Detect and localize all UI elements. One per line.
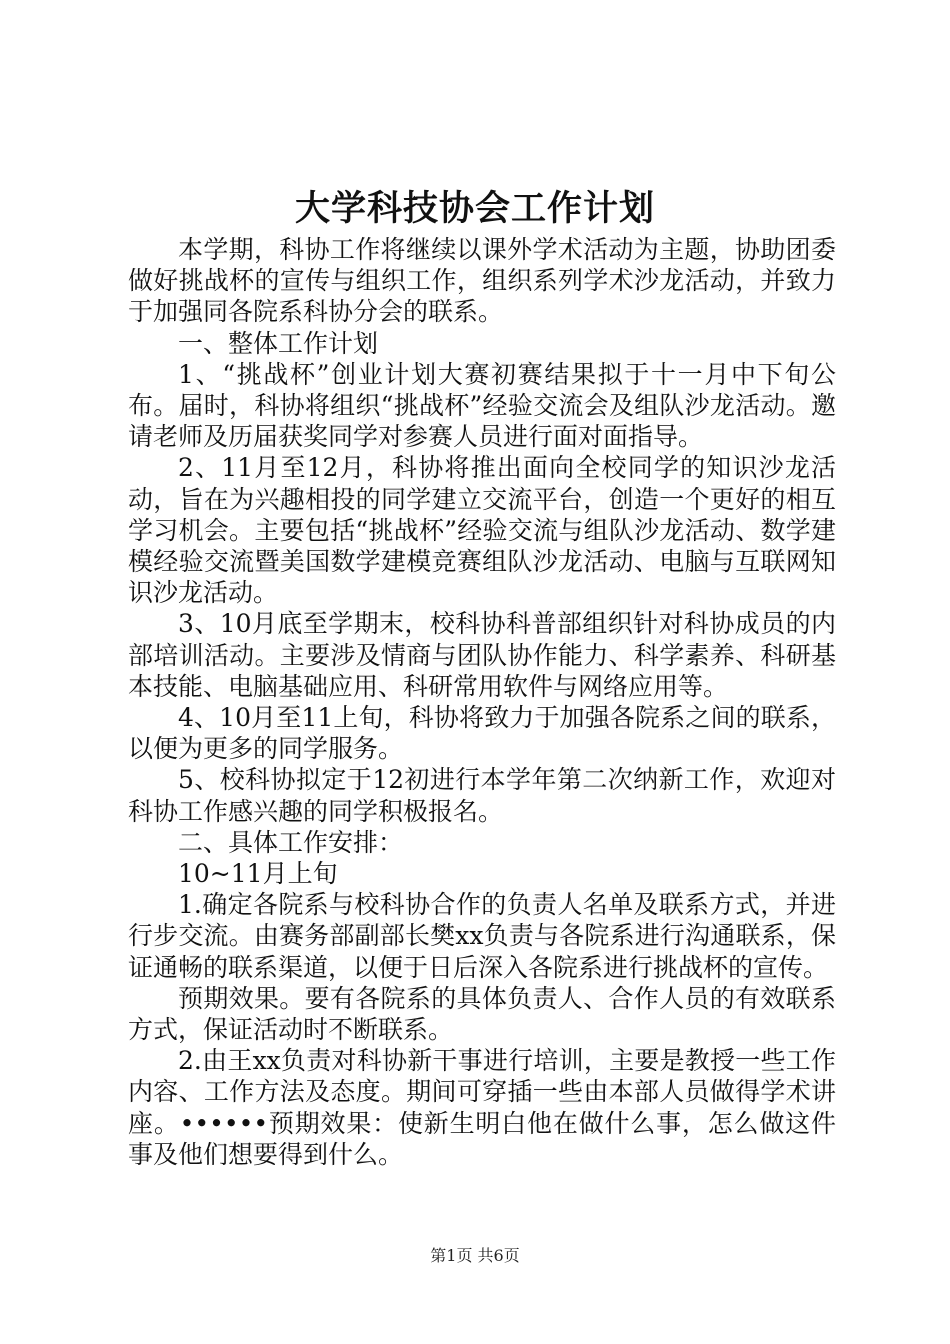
plan-item-4: 4、10月至11上旬，科协将致力于加强各院系之间的联系，以便为更多的同学服务。 [128, 703, 836, 764]
arrangement-item-1: 1.确定各院系与校科协合作的负责人名单及联系方式，并进行步交流。由赛务部副部长樊xx负责与各院系进行沟通联系，保证通畅的联系渠道，以便于日后深入各院系进行挑战杯的宣传。 [128, 890, 836, 982]
period-heading: 10~11月上旬 [178, 859, 338, 889]
plan-item-3: 3、10月底至学期末，校科协科普部组织针对科协成员的内部培训活动。主要涉及情商与团队协作能力、科学素养、科研基本技能、电脑基础应用、科研常用软件与网络应用等。 [128, 609, 836, 701]
arrangement-item-2: 2.由王xx负责对科协新干事进行培训，主要是教授一些工作内容、工作方法及态度。期间可穿插一些由本部人员做得学术讲座。••••••预期效果：使新生明白他在做什么事，怎么做这件事及他们想要得到什么。 [128, 1046, 836, 1169]
plan-item-5: 5、校科协拟定于12初进行本学年第二次纳新工作，欢迎对科协工作感兴趣的同学积极报名。 [128, 765, 836, 826]
section-heading-arrangements: 二、具体工作安排： [178, 827, 404, 857]
document-title: 大学科技协会工作计划 [294, 188, 655, 229]
plan-item-2: 2、11月至12月，科协将推出面向全校同学的知识沙龙活动，旨在为兴趣相投的同学建立交流平台，创造一个更好的相互学习机会。主要包括“挑战杯”经验交流与组队沙龙活动、数学建模经验交流暨美国数学建模竞赛组队沙龙活动、电脑与互联网知识沙龙活动。 [128, 453, 836, 608]
plan-item-1: 1、“挑战杯”创业计划大赛初赛结果拟于十一月中下旬公布。届时，科协将组织“挑战杯”经验交流会及组队沙龙活动。邀请老师及历届获奖同学对参赛人员进行面对面指导。 [128, 359, 836, 452]
expected-effect-1: 预期效果。要有各院系的具体负责人、合作人员的有效联系方式，保证活动时不断联系。 [128, 983, 836, 1045]
intro-paragraph: 本学期，科协工作将继续以课外学术活动为主题，协助团委做好挑战杯的宣传与组织工作，组织系列学术沙龙活动，并致力于加强同各院系科协分会的联系。 [128, 235, 836, 327]
document-body [128, 234, 836, 1170]
page-footer: 第1页 共6页 [430, 1246, 520, 1265]
section-heading-overall-plan: 一、整体工作计划 [178, 328, 379, 358]
